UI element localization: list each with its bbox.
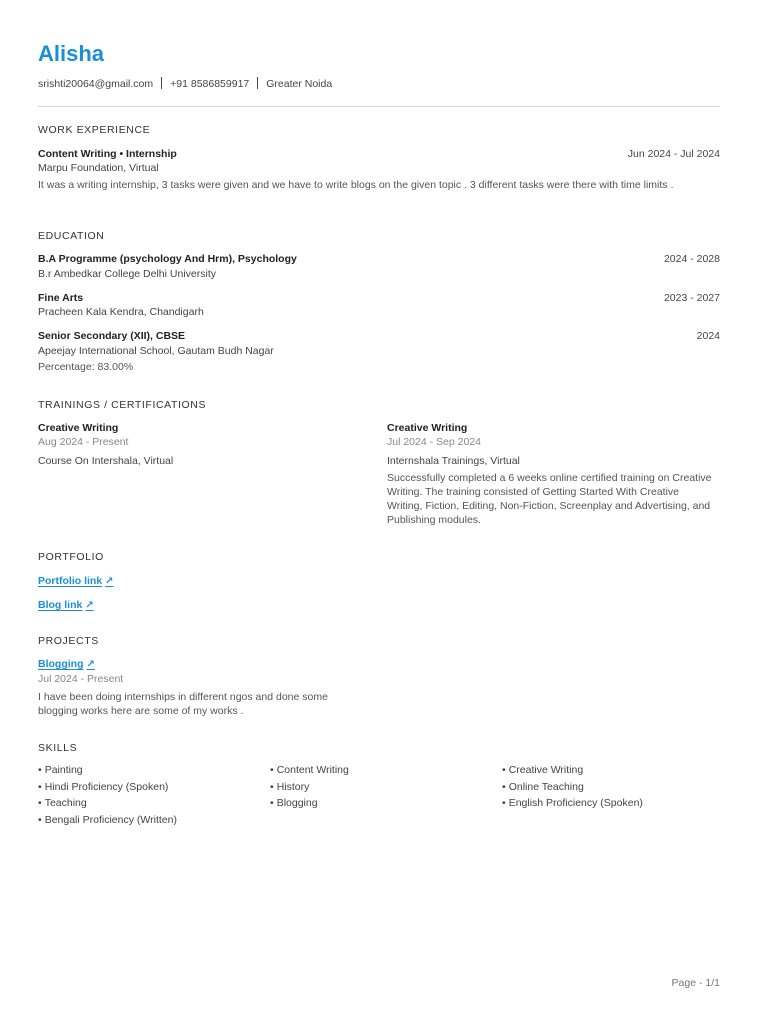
education-degree: B.A Programme (psychology And Hrm), Psychology bbox=[38, 253, 297, 265]
training-date: Jul 2024 - Sep 2024 bbox=[387, 436, 481, 448]
skill-item: • History bbox=[270, 780, 310, 793]
section-title-education: EDUCATION bbox=[38, 230, 105, 242]
blog-link-label: Blog link bbox=[38, 599, 83, 611]
bullet-icon: • bbox=[38, 764, 42, 776]
education-date: 2024 - 2028 bbox=[663, 253, 720, 265]
education-degree: Fine Arts bbox=[38, 292, 84, 304]
section-title-trainings: TRAININGS / CERTIFICATIONS bbox=[38, 399, 207, 411]
bullet-icon: • bbox=[38, 797, 42, 809]
education-school: Apeejay International School, Gautam Budh Nagar bbox=[38, 345, 274, 357]
training-description: Successfully completed a 6 weeks online certified training on Creative Writing. The training consisted of Getting Started With Creative Writing, Fiction, Editing, Non-Fiction, Screenplay and Advertising, and Publishing modules. bbox=[387, 472, 712, 526]
bullet-icon: • bbox=[38, 780, 42, 793]
work-description: It was a writing internship, 3 tasks were given and we have to write blogs on the given topic . 3 different tasks were there with time limits . bbox=[38, 179, 674, 191]
section-title-skills: SKILLS bbox=[38, 742, 78, 754]
candidate-name: Alisha bbox=[38, 41, 105, 66]
training-provider: Course On Intershala, Virtual bbox=[38, 455, 174, 467]
education-date: 2023 - 2027 bbox=[663, 292, 720, 304]
contact-line bbox=[38, 77, 332, 90]
skills-list bbox=[38, 764, 720, 826]
training-provider: Internshala Trainings, Virtual bbox=[387, 455, 520, 467]
blog-link[interactable] bbox=[38, 599, 94, 611]
skill-item: • Blogging bbox=[270, 797, 318, 809]
education-school: B.r Ambedkar College Delhi University bbox=[38, 268, 216, 280]
project-date: Jul 2024 - Present bbox=[38, 673, 124, 685]
skill-item: • Painting bbox=[38, 764, 83, 776]
bullet-icon: • bbox=[270, 797, 274, 809]
external-link-icon: ↗ bbox=[105, 576, 114, 587]
section-title-projects: PROJECTS bbox=[38, 635, 99, 647]
training-date: Aug 2024 - Present bbox=[38, 436, 129, 448]
work-organization: Marpu Foundation, Virtual bbox=[38, 162, 159, 174]
page-number: Page - 1/1 bbox=[671, 977, 720, 989]
contact-separator bbox=[257, 77, 258, 89]
header-divider bbox=[38, 106, 720, 107]
portfolio-link[interactable] bbox=[38, 575, 114, 587]
skill-item: • Hindi Proficiency (Spoken) bbox=[38, 780, 169, 793]
project-link-blogging[interactable] bbox=[38, 658, 95, 670]
email-text: srishti20064@gmail.com bbox=[38, 78, 154, 90]
education-school: Pracheen Kala Kendra, Chandigarh bbox=[38, 306, 204, 318]
education-date: 2024 bbox=[696, 330, 720, 342]
training-name: Creative Writing bbox=[38, 422, 119, 434]
bullet-icon: • bbox=[38, 813, 42, 826]
contact-separator bbox=[161, 77, 162, 89]
bullet-icon: • bbox=[270, 780, 274, 793]
skill-item: • Content Writing bbox=[270, 764, 349, 776]
education-degree: Senior Secondary (XII), CBSE bbox=[38, 330, 186, 342]
external-link-icon: ↗ bbox=[86, 659, 95, 670]
education-percentage: Percentage: 83.00% bbox=[38, 361, 134, 373]
skill-item: • Teaching bbox=[38, 797, 87, 809]
skill-item: • Online Teaching bbox=[502, 780, 584, 793]
skill-item: • Creative Writing bbox=[502, 764, 584, 776]
external-link-icon: ↗ bbox=[85, 600, 94, 611]
skill-item: • Bengali Proficiency (Written) bbox=[38, 813, 177, 826]
portfolio-link-label: Portfolio link bbox=[38, 575, 103, 587]
training-name: Creative Writing bbox=[387, 422, 468, 434]
project-description: I have been doing internships in different ngos and done some blogging works here are some of my works . bbox=[38, 691, 328, 717]
bullet-icon: • bbox=[270, 764, 274, 776]
bullet-icon: • bbox=[502, 764, 506, 776]
bullet-icon: • bbox=[502, 797, 506, 809]
phone-text: +91 8586859917 bbox=[170, 78, 250, 90]
work-date: Jun 2024 - Jul 2024 bbox=[627, 148, 720, 160]
section-title-work-experience: WORK EXPERIENCE bbox=[38, 124, 151, 136]
skill-item: • English Proficiency (Spoken) bbox=[502, 797, 643, 809]
location-text: Greater Noida bbox=[266, 78, 333, 90]
work-role: Content Writing • Internship bbox=[38, 148, 177, 160]
section-title-portfolio: PORTFOLIO bbox=[38, 551, 104, 563]
bullet-icon: • bbox=[502, 780, 506, 793]
project-name: Blogging bbox=[38, 658, 84, 670]
